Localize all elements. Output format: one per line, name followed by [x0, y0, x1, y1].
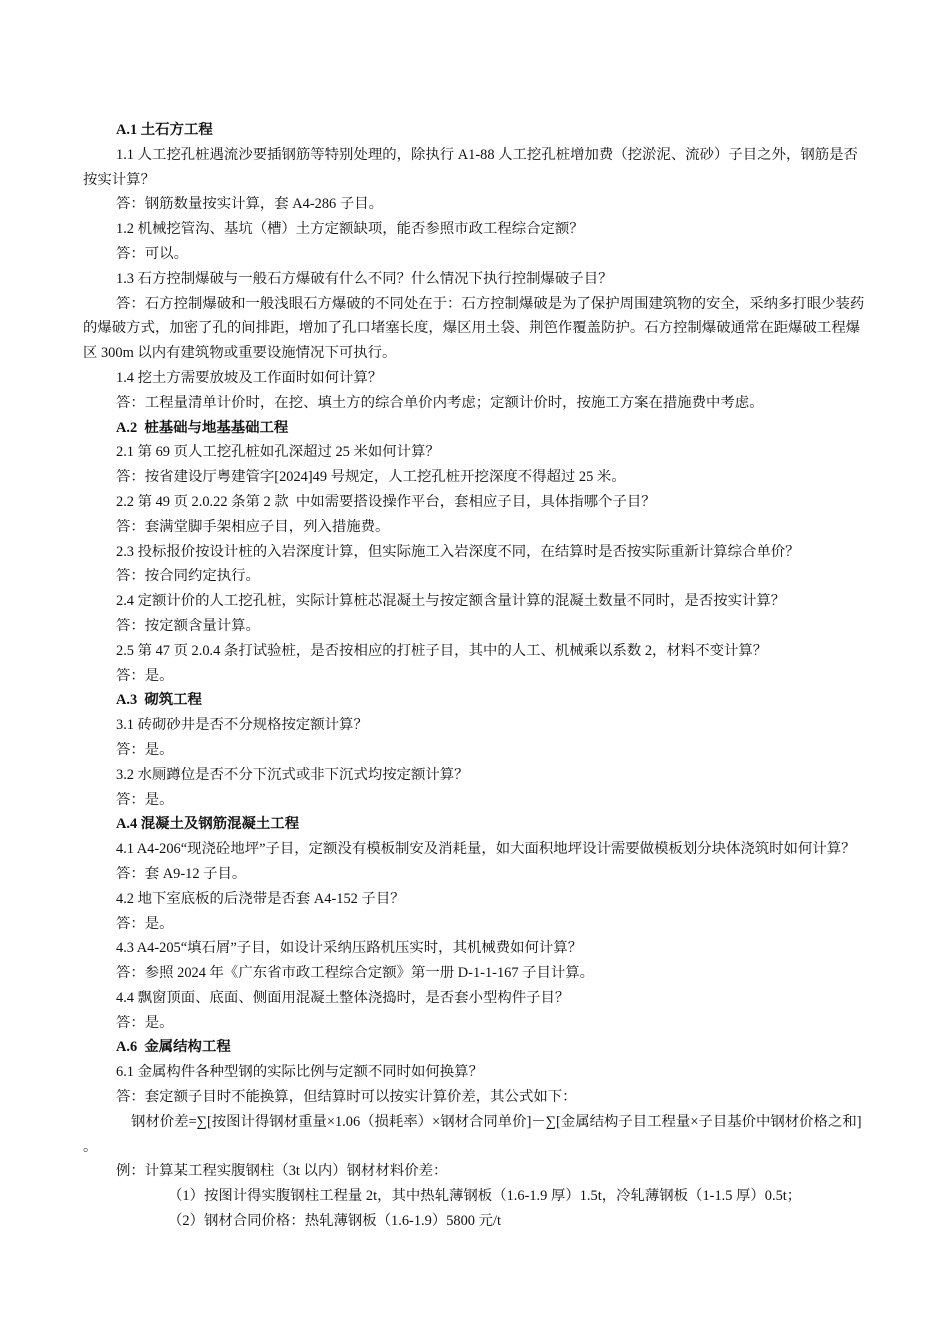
answer-2-4: 答：按定额含量计算。: [116, 617, 260, 634]
question-1-3: 1.3 石方控制爆破与一般石方爆破有什么不同？什么情况下执行控制爆破子目？: [116, 270, 613, 287]
question-3-2: 3.2 水厕蹲位是否不分下沉式或非下沉式均按定额计算？: [116, 766, 469, 783]
section-heading-a3: A.3 砌筑工程: [116, 692, 202, 709]
section-heading-a1: A.1 土石方工程: [116, 122, 213, 138]
answer-1-3: 答：石方控制爆破和一般浅眼石方爆破的不同处在于：石方控制爆破是为了保护周围建筑物的安全，采纳多打眼少装药的爆破方式，加密了孔的间排距，增加了孔口堵塞长度，爆区用土袋、荆笆作覆盖防护。石方控制爆破通常在距爆破工程爆区 300m 以内有建筑物或重要设施情况下可执行。: [83, 295, 865, 362]
section-heading-a2: A.2 桩基础与地基基础工程: [116, 419, 289, 436]
question-4-3: 4.3 A4-205“填石屑”子目，如设计采纳压路机压实时，其机械费如何计算？: [116, 940, 583, 957]
example-intro: 例：计算某工程实腹钢柱（3t 以内）钢材材料价差：: [116, 1163, 448, 1180]
answer-1-2: 答：可以。: [116, 245, 188, 262]
question-4-1: 4.1 A4-206“现浇砼地坪”子目，定额没有模板制安及消耗量，如大面积地坪设计需要做模板划分块体浇筑时如何计算？: [116, 841, 856, 858]
question-6-1: 6.1 金属构件各种型钢的实际比例与定额不同时如何换算？: [116, 1064, 483, 1081]
answer-2-2: 答：套满堂脚手架相应子目，列入措施费。: [116, 518, 390, 535]
example-item-1: （1）按图计得实腹钢柱工程量 2t，其中热轧薄钢板（1.6-1.9 厚）1.5t，冷轧薄钢板（1-1.5 厚）0.5t；: [168, 1188, 802, 1205]
answer-4-2: 答：是。: [116, 915, 174, 932]
question-2-2: 2.2 第 49 页 2.0.22 条第 2 款 中如需要搭设操作平台，套相应子目，具体指哪个子目？: [116, 493, 656, 510]
question-2-3: 2.3 投标报价按设计桩的入岩深度计算，但实际施工入岩深度不同，在结算时是否按实际重新计算综合单价？: [116, 543, 800, 560]
answer-6-1: 答：套定额子目时不能换算，但结算时可以按实计算价差，其公式如下：: [116, 1089, 577, 1106]
question-2-1: 2.1 第 69 页人工挖孔桩如孔深超过 25 米如何计算？: [116, 444, 440, 461]
answer-2-3: 答：按合同约定执行。: [116, 568, 260, 585]
question-1-2: 1.2 机械挖管沟、基坑（槽）土方定额缺项，能否参照市政工程综合定额？: [116, 221, 584, 238]
answer-4-1: 答：套 A9-12 子目。: [116, 865, 247, 882]
answer-4-3: 答：参照 2024 年《广东省市政工程综合定额》第一册 D-1-1-167 子目计算。: [116, 965, 595, 982]
question-2-4: 2.4 定额计价的人工挖孔桩，实际计算桩芯混凝土与按定额含量计算的混凝土数量不同时，是否按实计算？: [116, 593, 786, 610]
document-body: [83, 118, 869, 1234]
section-heading-a6: A.6 金属结构工程: [116, 1039, 231, 1056]
section-heading-a4: A.4 混凝土及钢筋混凝土工程: [116, 816, 300, 833]
answer-2-5: 答：是。: [116, 667, 174, 684]
answer-4-4: 答：是。: [116, 1014, 174, 1031]
question-4-4: 4.4 飘窗顶面、底面、侧面用混凝土整体浇捣时，是否套小型构件子目？: [116, 989, 570, 1006]
question-2-5: 2.5 第 47 页 2.0.4 条打试验桩，是否按相应的打桩子目，其中的人工、机械乘以系数 2，材料不变计算？: [116, 642, 768, 659]
answer-3-2: 答：是。: [116, 791, 174, 808]
answer-1-1: 答：钢筋数量按实计算，套 A4-286 子目。: [116, 196, 384, 213]
question-4-2: 4.2 地下室底板的后浇带是否套 A4-152 子目？: [116, 890, 405, 907]
example-item-2: （2）钢材合同价格：热轧薄钢板（1.6-1.9）5800 元/t: [168, 1213, 501, 1230]
question-1-1: 1.1 人工挖孔桩遇流沙要插钢筋等特别处理的，除执行 A1-88 人工挖孔桩增加费（挖淤泥、流砂）子目之外，钢筋是否按实计算？: [83, 146, 858, 188]
price-difference-formula: 钢材价差=∑[按图计得钢材重量×1.06（损耗率）×钢材合同单价]－∑[金属结构子目工程量×子目基价中钢材价格之和] 。: [83, 1113, 866, 1155]
question-3-1: 3.1 砖砌砂井是否不分规格按定额计算？: [116, 717, 368, 734]
answer-3-1: 答：是。: [116, 741, 174, 758]
question-1-4: 1.4 挖土方需要放坡及工作面时如何计算？: [116, 369, 383, 386]
answer-2-1: 答：按省建设厅粤建管字[2024]49 号规定，人工挖孔桩开挖深度不得超过 25 米。: [116, 469, 626, 486]
answer-1-4: 答：工程量清单计价时，在挖、填土方的综合单价内考虑；定额计价时，按施工方案在措施费中考虑。: [116, 394, 764, 411]
